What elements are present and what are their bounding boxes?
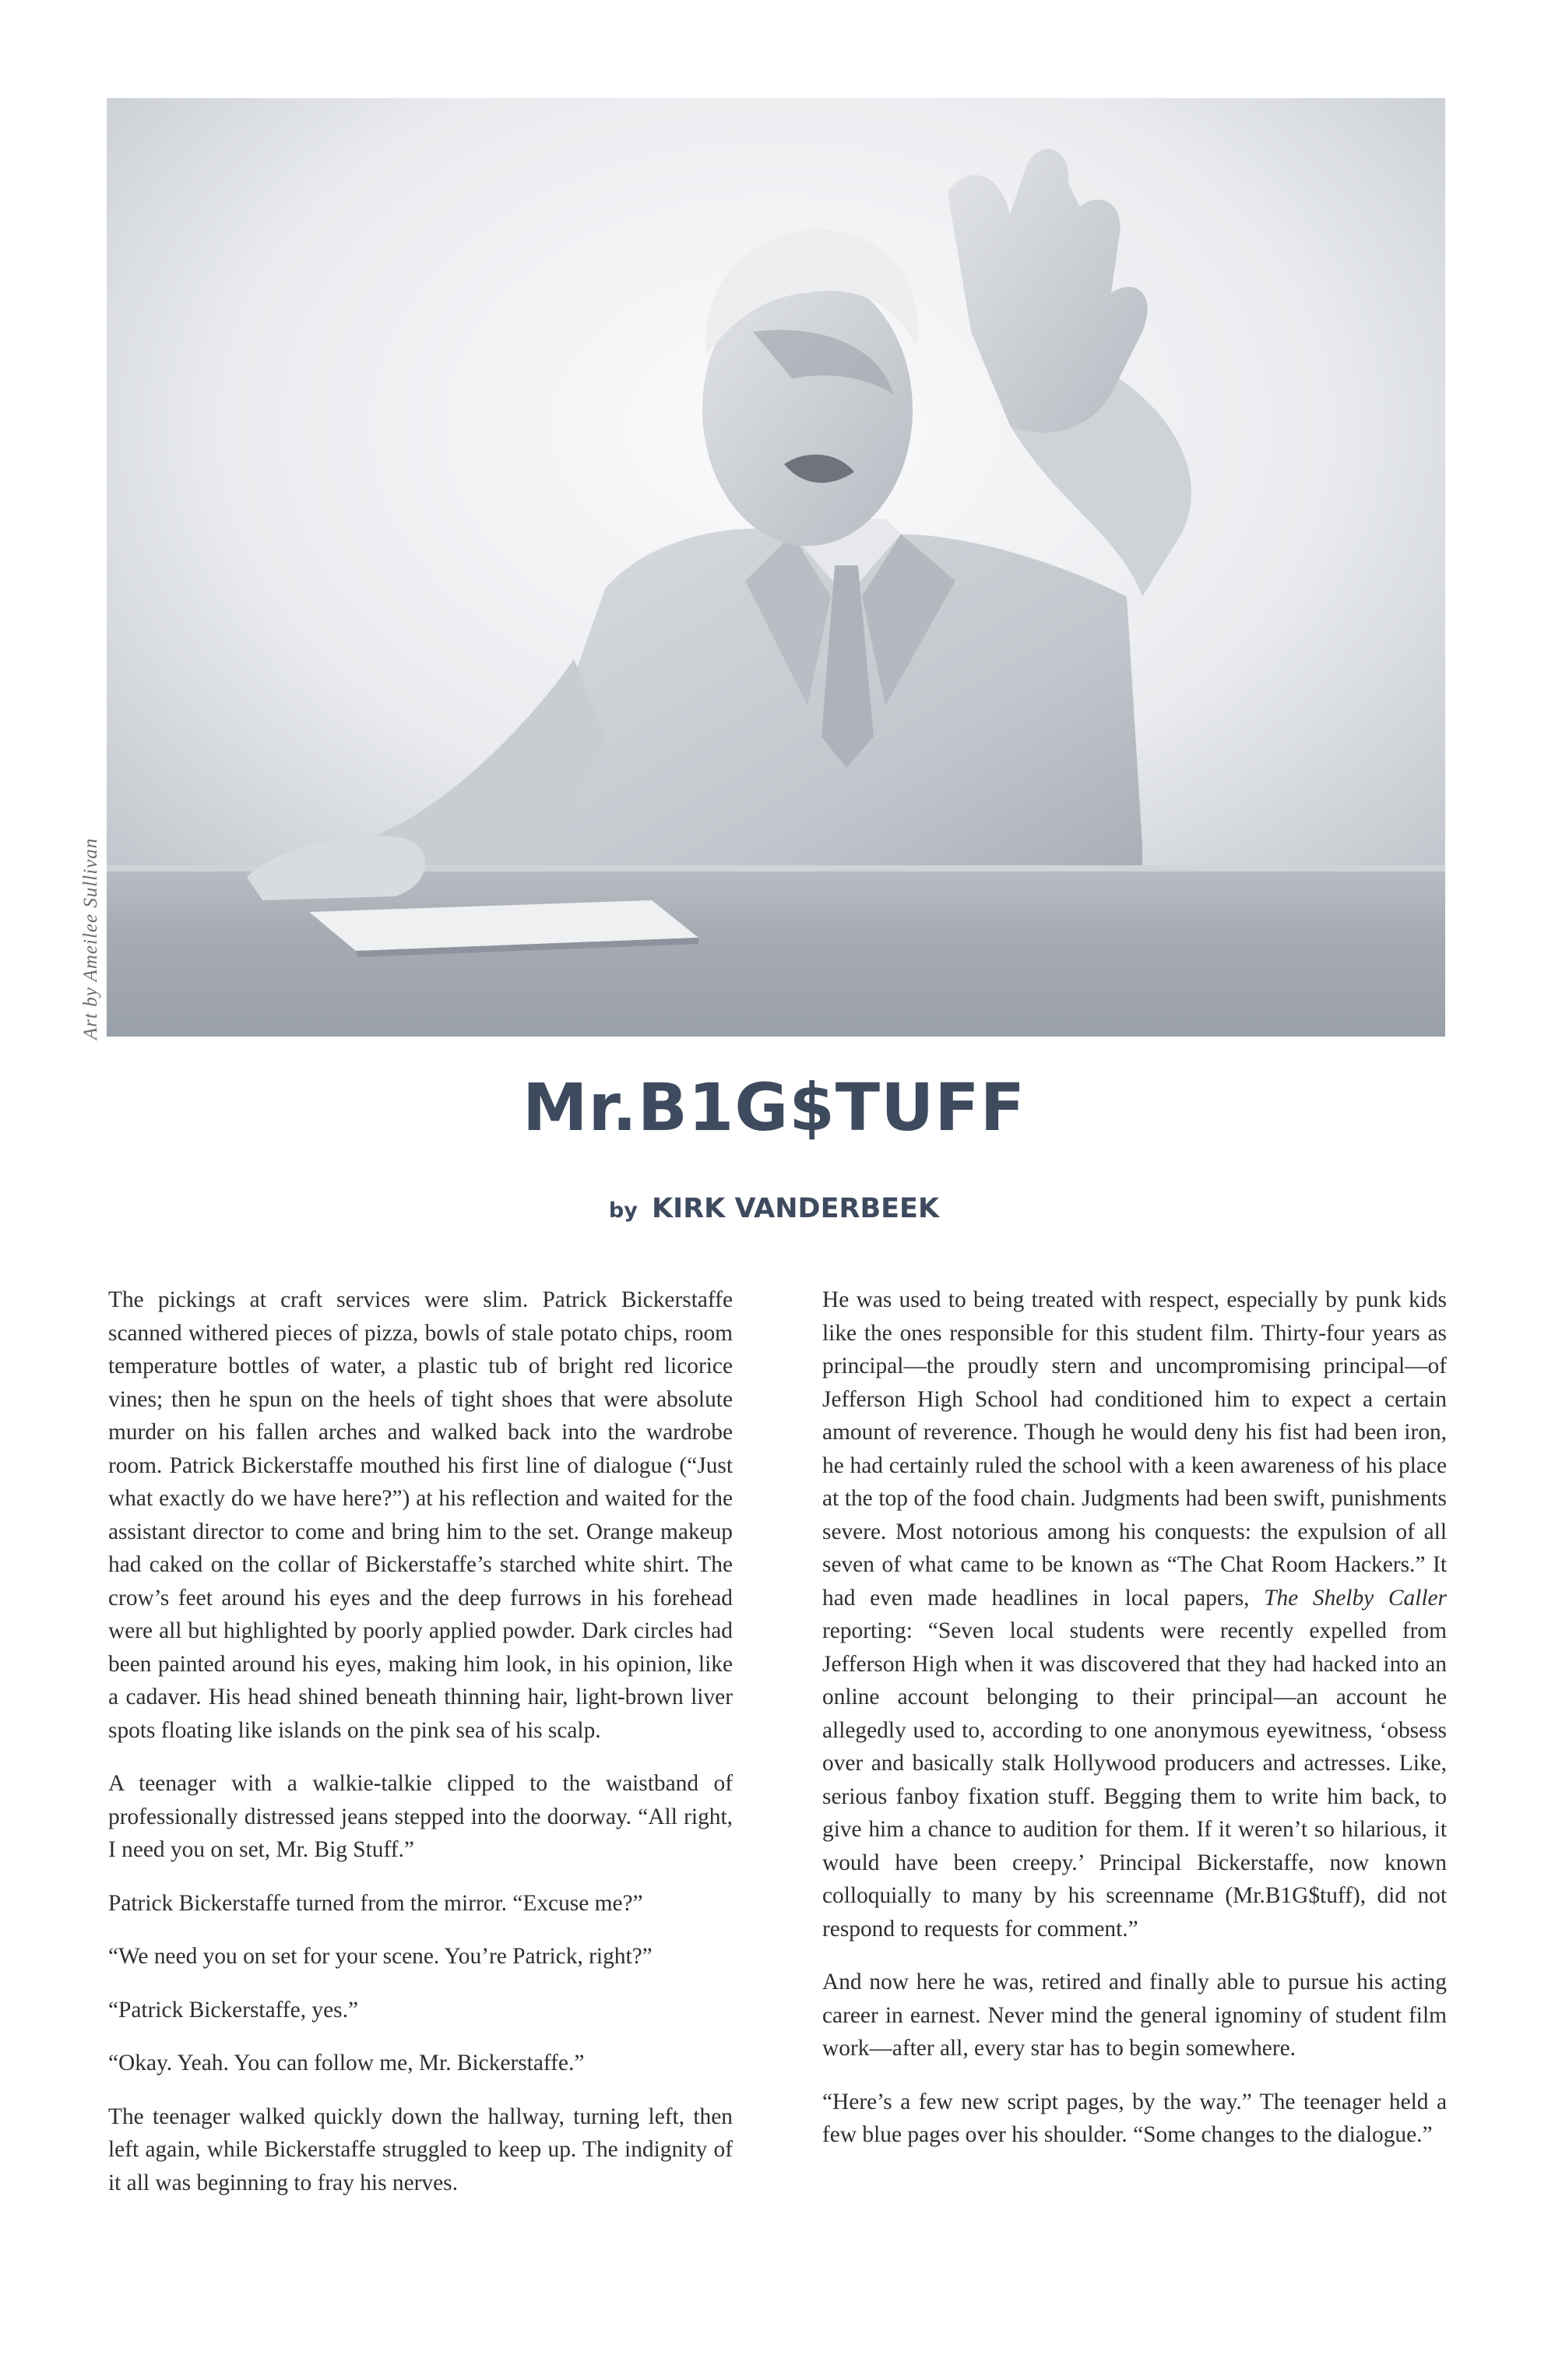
byline xyxy=(0,1193,1548,1224)
paragraph-text: He was used to being treated with respect, especially by punk kids like the ones responsible for this student film. Thirty-four years as principal—the proudly stern and uncompromising principal—of Jefferson High School had conditioned him to expect a certain amount of reverence. Though he would deny his fist had been iron, he had certainly ruled the school with a keen awareness of his place at the top of the food chain. Judgments had been swift, punishments severe. Most notorious among his conquests: the expulsion of all seven of what came to be known as “The Chat Room Hackers.” It had even made headlines in local papers, xyxy=(822,1287,1447,1611)
author-name: KIRK VANDERBEEK xyxy=(652,1193,940,1224)
paragraph: The pickings at craft services were slim. Patrick Bickerstaffe scanned withered pieces of pizza, bowls of stale potato chips, room temperature bottles of water, a plastic tub of bright red licorice vines; then he spun on the heels of tight shoes that were absolute murder on his fallen arches and walked back into the wardrobe room. Patrick Bickerstaffe mouthed his first line of dialogue (“Just what exactly do we have here?”) at his reflection and waited for the assistant director to come and bring him to the set. Orange makeup had caked on the collar of Bickerstaffe’s starched white shirt. The crow’s feet around his eyes and the deep furrows in his forehead were all but highlighted by poorly applied powder. Dark circles had been painted around his eyes, making him look, in his opinion, like a cadaver. His head shined beneath thinning hair, light-brown liver spots floating like islands on the pink sea of his scalp. xyxy=(108,1287,733,1743)
newspaper-name: The Shelby Caller xyxy=(1264,1585,1447,1611)
story-title: Mr.B1G$TUFF xyxy=(522,1069,1026,1146)
paragraph-text: reporting: “Seven local students were recently expelled from Jefferson High when it was discovered that they had hacked into an online account belonging to their principal—an account he allegedly used to, according to one anonymous eyewitness, ‘obsess over and basically stalk Hollywood producers and actresses. Like, serious fanboy fixation stuff. Begging them to write him back, to give him a chance to audition for them. If it weren’t so hilarious, it would have been creepy.’ Principal Bickerstaffe, now known colloquially to many by his screenname (Mr.B1G$tuff), did not respond to requests for comment.” xyxy=(822,1618,1447,1942)
byline-prefix: by xyxy=(608,1199,638,1223)
paragraph: The teenager walked quickly down the hallway, turning left, then left again, while Bickerstaffe struggled to keep up. The indignity of it all was beginning to fray his nerves. xyxy=(108,2104,733,2195)
paragraph: A teenager with a walkie-talkie clipped to the waistband of professionally distressed jeans stepped into the doorway. “All right, I need you on set, Mr. Big Stuff.” xyxy=(108,1771,733,1862)
art-credit: Art by Ameilee Sullivan xyxy=(80,837,101,1040)
paragraph: And now here he was, retired and finally able to pursue his acting career in earnest. Never mind the general ignominy of student film work—after all, every star has to begin somewhere. xyxy=(822,1970,1447,2061)
right-text-column xyxy=(822,1283,1447,2172)
paragraph xyxy=(822,1283,1447,1945)
paragraph: Patrick Bickerstaffe turned from the mirror. “Excuse me?” xyxy=(108,1890,643,1916)
left-text-column xyxy=(108,1283,733,2220)
header-illustration xyxy=(107,98,1445,1037)
paragraph: “Here’s a few new script pages, by the way.” The teenager held a few blue pages over his shoulder. “Some changes to the dialogue.” xyxy=(822,2089,1447,2147)
paragraph: “Patrick Bickerstaffe, yes.” xyxy=(108,1997,358,2023)
paragraph: “Okay. Yeah. You can follow me, Mr. Bickerstaffe.” xyxy=(108,2051,585,2075)
paragraph: “We need you on set for your scene. You’re Patrick, right?” xyxy=(108,1944,653,1969)
